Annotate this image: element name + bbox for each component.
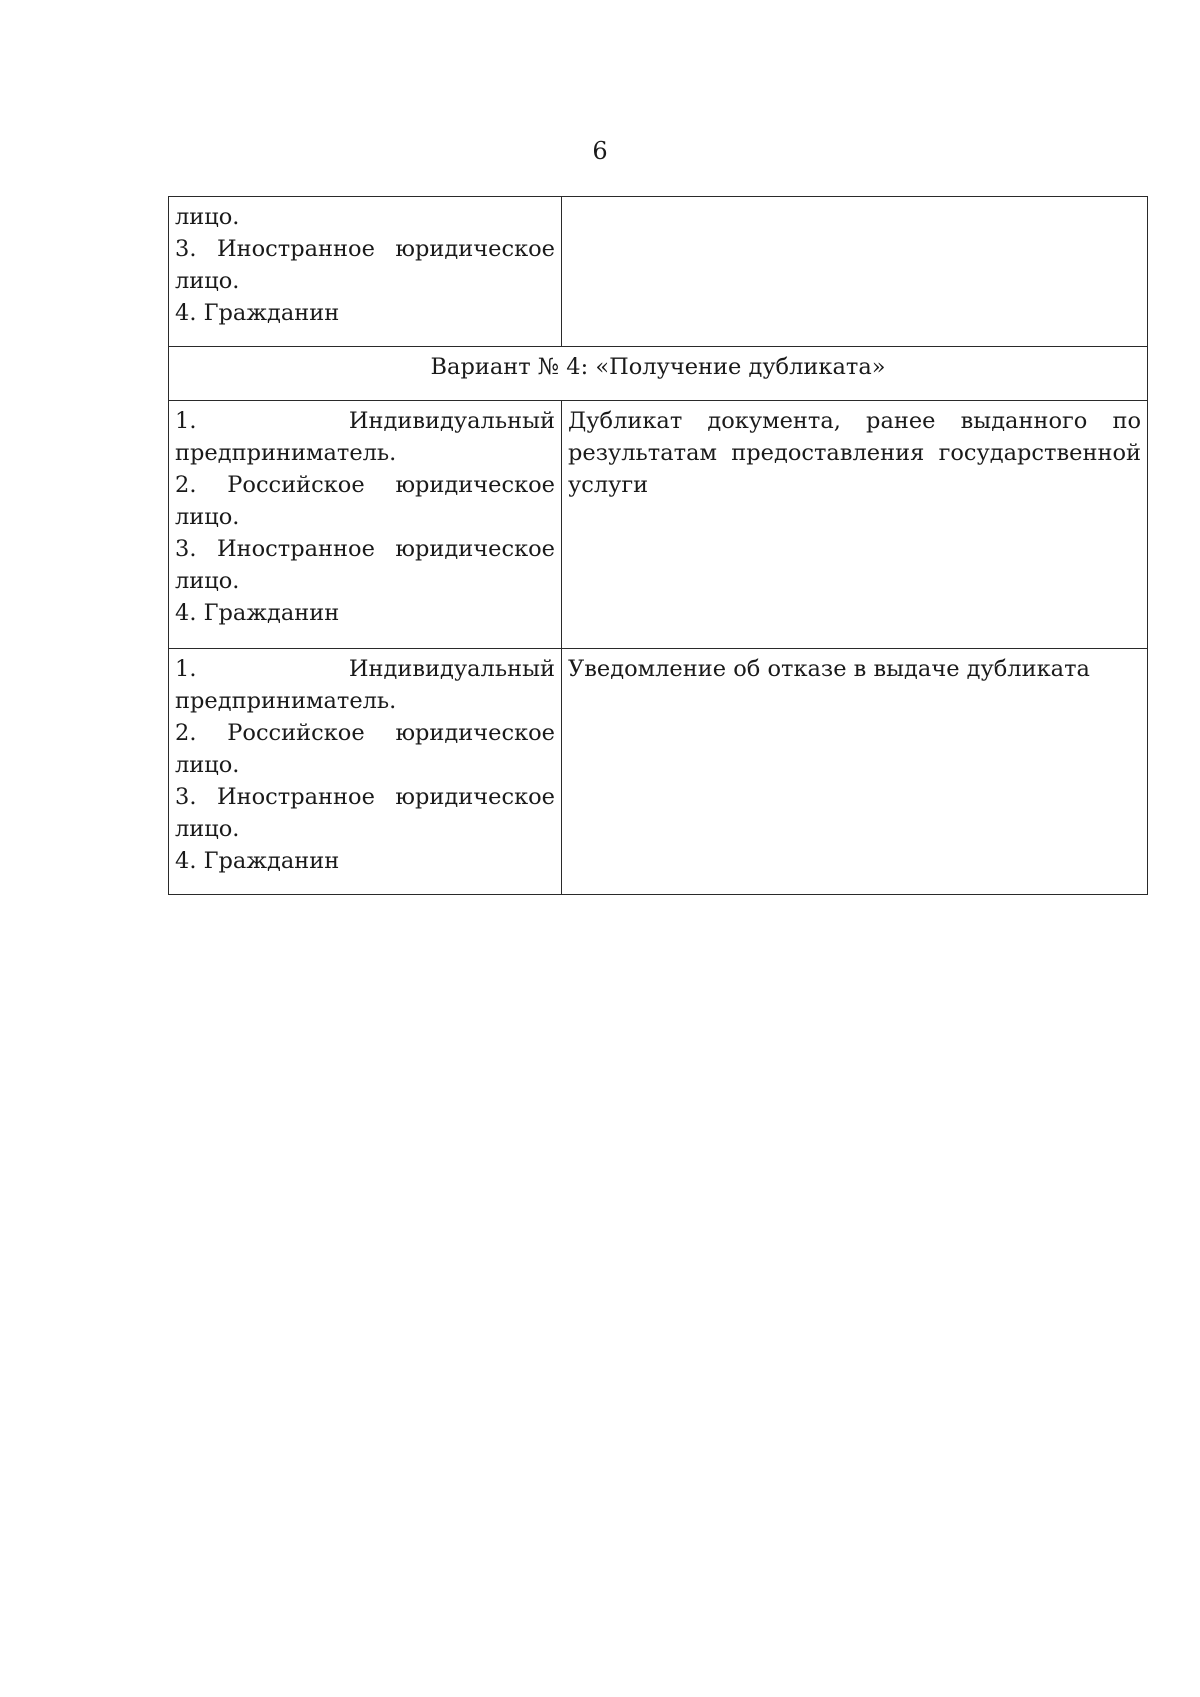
cell-line: 1. Индивидуальный (175, 408, 555, 434)
cell-line: 4. Гражданин (175, 848, 340, 874)
cell-line: лицо. (175, 816, 240, 842)
table-row (169, 197, 1148, 347)
result-cell (562, 649, 1148, 895)
cell-line: 1. Индивидуальный (175, 656, 555, 682)
result-cell (562, 401, 1148, 649)
table-row (169, 649, 1148, 895)
cell-line: 3. Иностранное юридическое (175, 236, 555, 262)
cell-line: 4. Гражданин (175, 300, 340, 326)
variant-header: Вариант № 4: «Получение дубликата» (169, 347, 1148, 401)
cell-line: 4. Гражданин (175, 600, 340, 626)
page-number: 6 (592, 137, 608, 165)
table-row (169, 401, 1148, 649)
cell-line: 3. Иностранное юридическое (175, 784, 555, 810)
cell-line: Дубликат документа, ранее выданного по (568, 408, 1141, 434)
cell-line: предприниматель. (175, 440, 397, 466)
cell-line: предприниматель. (175, 688, 397, 714)
applicant-result-table (168, 196, 1148, 895)
cell-line: лицо. (175, 204, 240, 230)
cell-line: услуги (568, 472, 649, 498)
cell-line: Уведомление об отказе в выдаче дубликата (568, 656, 1090, 682)
cell-line: 2. Российское юридическое (175, 472, 555, 498)
applicant-cell (169, 649, 562, 895)
cell-line: лицо. (175, 504, 240, 530)
cell-line: лицо. (175, 752, 240, 778)
cell-line: 3. Иностранное юридическое (175, 536, 555, 562)
cell-line: результатам предоставления государственной (568, 440, 1141, 466)
applicant-cell (169, 197, 562, 347)
applicant-cell (169, 401, 562, 649)
cell-line: лицо. (175, 568, 240, 594)
cell-line: лицо. (175, 268, 240, 294)
cell-line: 2. Российское юридическое (175, 720, 555, 746)
result-cell (562, 197, 1148, 347)
variant-header-row (169, 347, 1148, 401)
